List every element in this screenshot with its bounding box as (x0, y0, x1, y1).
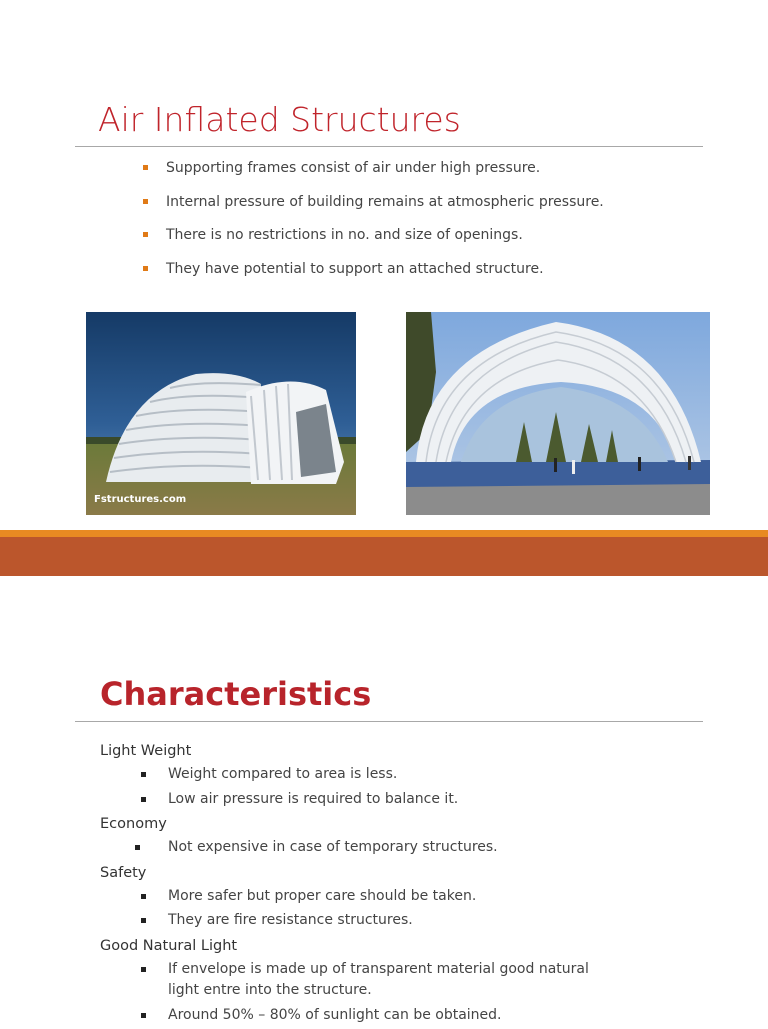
bullet-list (143, 157, 604, 291)
photo-watermark: Fstructures.com (94, 494, 187, 505)
title-divider (75, 146, 703, 147)
section-heading: Light Weight (100, 743, 192, 759)
slide-title: Characteristics (100, 675, 372, 713)
sub-list (100, 886, 720, 932)
section-heading: Good Natural Light (100, 937, 238, 954)
bullet-item: They have potential to support an attached structure. (143, 258, 604, 292)
bullet-item: There is no restrictions in no. and size of openings. (143, 224, 604, 258)
slide-separator-accent (0, 530, 768, 537)
section-heading: Safety (100, 864, 147, 881)
bullet-marker (141, 1013, 146, 1018)
bullet-marker (143, 266, 148, 271)
sub-list (100, 959, 720, 1027)
list-item: More safer but proper care should be taken. (100, 886, 720, 908)
bullet-marker (141, 918, 146, 923)
characteristics-list (100, 740, 720, 1029)
list-item: They are fire resistance structures. (100, 910, 720, 932)
bullet-marker (141, 797, 146, 802)
title-divider (75, 721, 703, 722)
bullet-item: Supporting frames consist of air under high pressure. (143, 157, 604, 191)
slide-title: Air Inflated Structures (98, 100, 461, 139)
bullet-marker (141, 967, 146, 972)
sub-list (100, 764, 720, 810)
section-heading: Economy (100, 816, 167, 832)
inflatable-arch-photo (406, 312, 710, 515)
slide-separator-band (0, 537, 768, 576)
bullet-item: Internal pressure of building remains at atmospheric pressure. (143, 191, 604, 225)
bullet-marker (143, 232, 148, 237)
list-item: Weight compared to area is less. (100, 764, 720, 786)
bullet-marker (143, 199, 148, 204)
list-item: If envelope is made up of transparent material good natural light entre into the structure. (100, 959, 608, 1002)
igloo-dome-photo (86, 312, 356, 515)
bullet-marker (141, 772, 146, 777)
list-item: Low air pressure is required to balance it. (100, 789, 720, 811)
bullet-marker (141, 894, 146, 899)
sub-list (100, 837, 720, 859)
list-item: Around 50% – 80% of sunlight can be obtained. (100, 1005, 720, 1027)
list-item: Not expensive in case of temporary structures. (100, 837, 720, 859)
bullet-marker (143, 165, 148, 170)
bullet-marker (135, 845, 140, 850)
